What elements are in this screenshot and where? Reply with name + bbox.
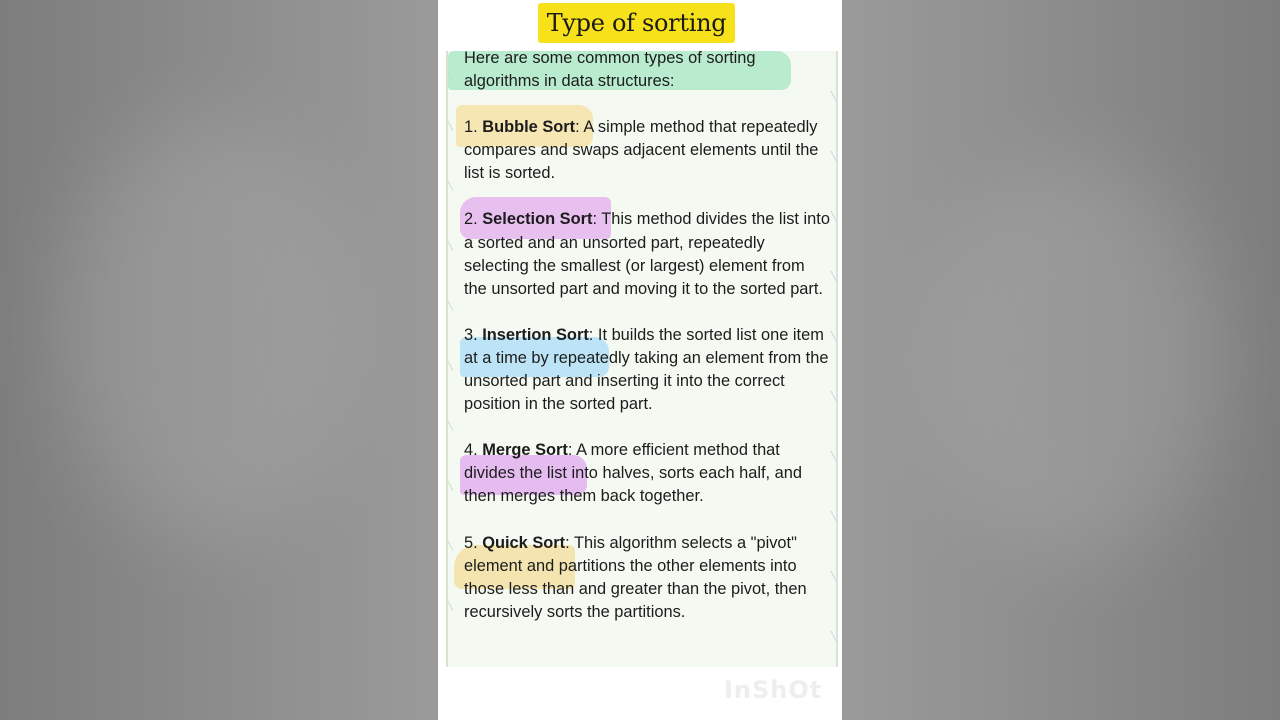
item-description: This algorithm selects a "pivot" element and partitions the other elements into those less than and greater than the pivot, then recursively sorts the partitions. <box>464 533 807 621</box>
item-name: Insertion Sort <box>482 325 589 344</box>
title-badge <box>538 3 735 43</box>
list-item: 3. Insertion Sort: It builds the sorted list one item at a time by repeatedly taking an element from the unsorted part and inserting it into the correct position in the sorted part. <box>464 325 829 414</box>
note-paper <box>446 51 838 667</box>
item-description: A simple method that repeatedly compares and swaps adjacent elements until the list is sorted. <box>464 118 819 183</box>
item-number: 5. <box>464 533 478 552</box>
item-name: Merge Sort <box>482 441 568 460</box>
item-description: It builds the sorted list one item at a time by repeatedly taking an element from the unsorted part and inserting it into the correct position in the sorted part. <box>464 325 829 414</box>
item-description: A more efficient method that divides the list into halves, sorts each half, and then merges them back together. <box>464 441 803 506</box>
item-name: Quick Sort <box>482 533 566 552</box>
item-number: 2. <box>464 210 478 229</box>
list-item: 4. Merge Sort: A more efficient method that divides the list into halves, sorts each half, and then merges them back together. <box>464 441 803 506</box>
item-description: This method divides the list into a sorted and an unsorted part, repeatedly selecting the smallest (or largest) element from the unsorted part and moving it to the sorted part. <box>464 210 830 298</box>
list-item: 1. Bubble Sort: A simple method that repeatedly compares and swaps adjacent elements until the list is sorted. <box>464 118 819 183</box>
inshot-watermark: InShOt <box>724 676 823 704</box>
blurred-background-left <box>0 0 438 720</box>
list-item: 2. Selection Sort: This method divides the list into a sorted and an unsorted part, repeatedly selecting the smallest (or largest) element from the unsorted part and moving it to the sorted part. <box>464 210 830 298</box>
page-title: Type of sorting <box>546 9 727 37</box>
item-name: Bubble Sort <box>482 118 576 137</box>
content-panel <box>438 0 842 720</box>
item-name: Selection Sort <box>482 210 593 229</box>
item-number: 1. <box>464 118 478 137</box>
intro-text: Here are some common types of sorting algorithms in data structures: <box>464 51 756 91</box>
note-content <box>464 51 830 624</box>
item-number: 3. <box>464 325 478 344</box>
list-item: 5. Quick Sort: This algorithm selects a "pivot" element and partitions the other elements into those less than and greater than the pivot, then recursively sorts the partitions. <box>464 533 807 621</box>
paper-edge-right <box>830 51 836 667</box>
item-number: 4. <box>464 441 478 460</box>
blurred-background-right <box>842 0 1280 720</box>
